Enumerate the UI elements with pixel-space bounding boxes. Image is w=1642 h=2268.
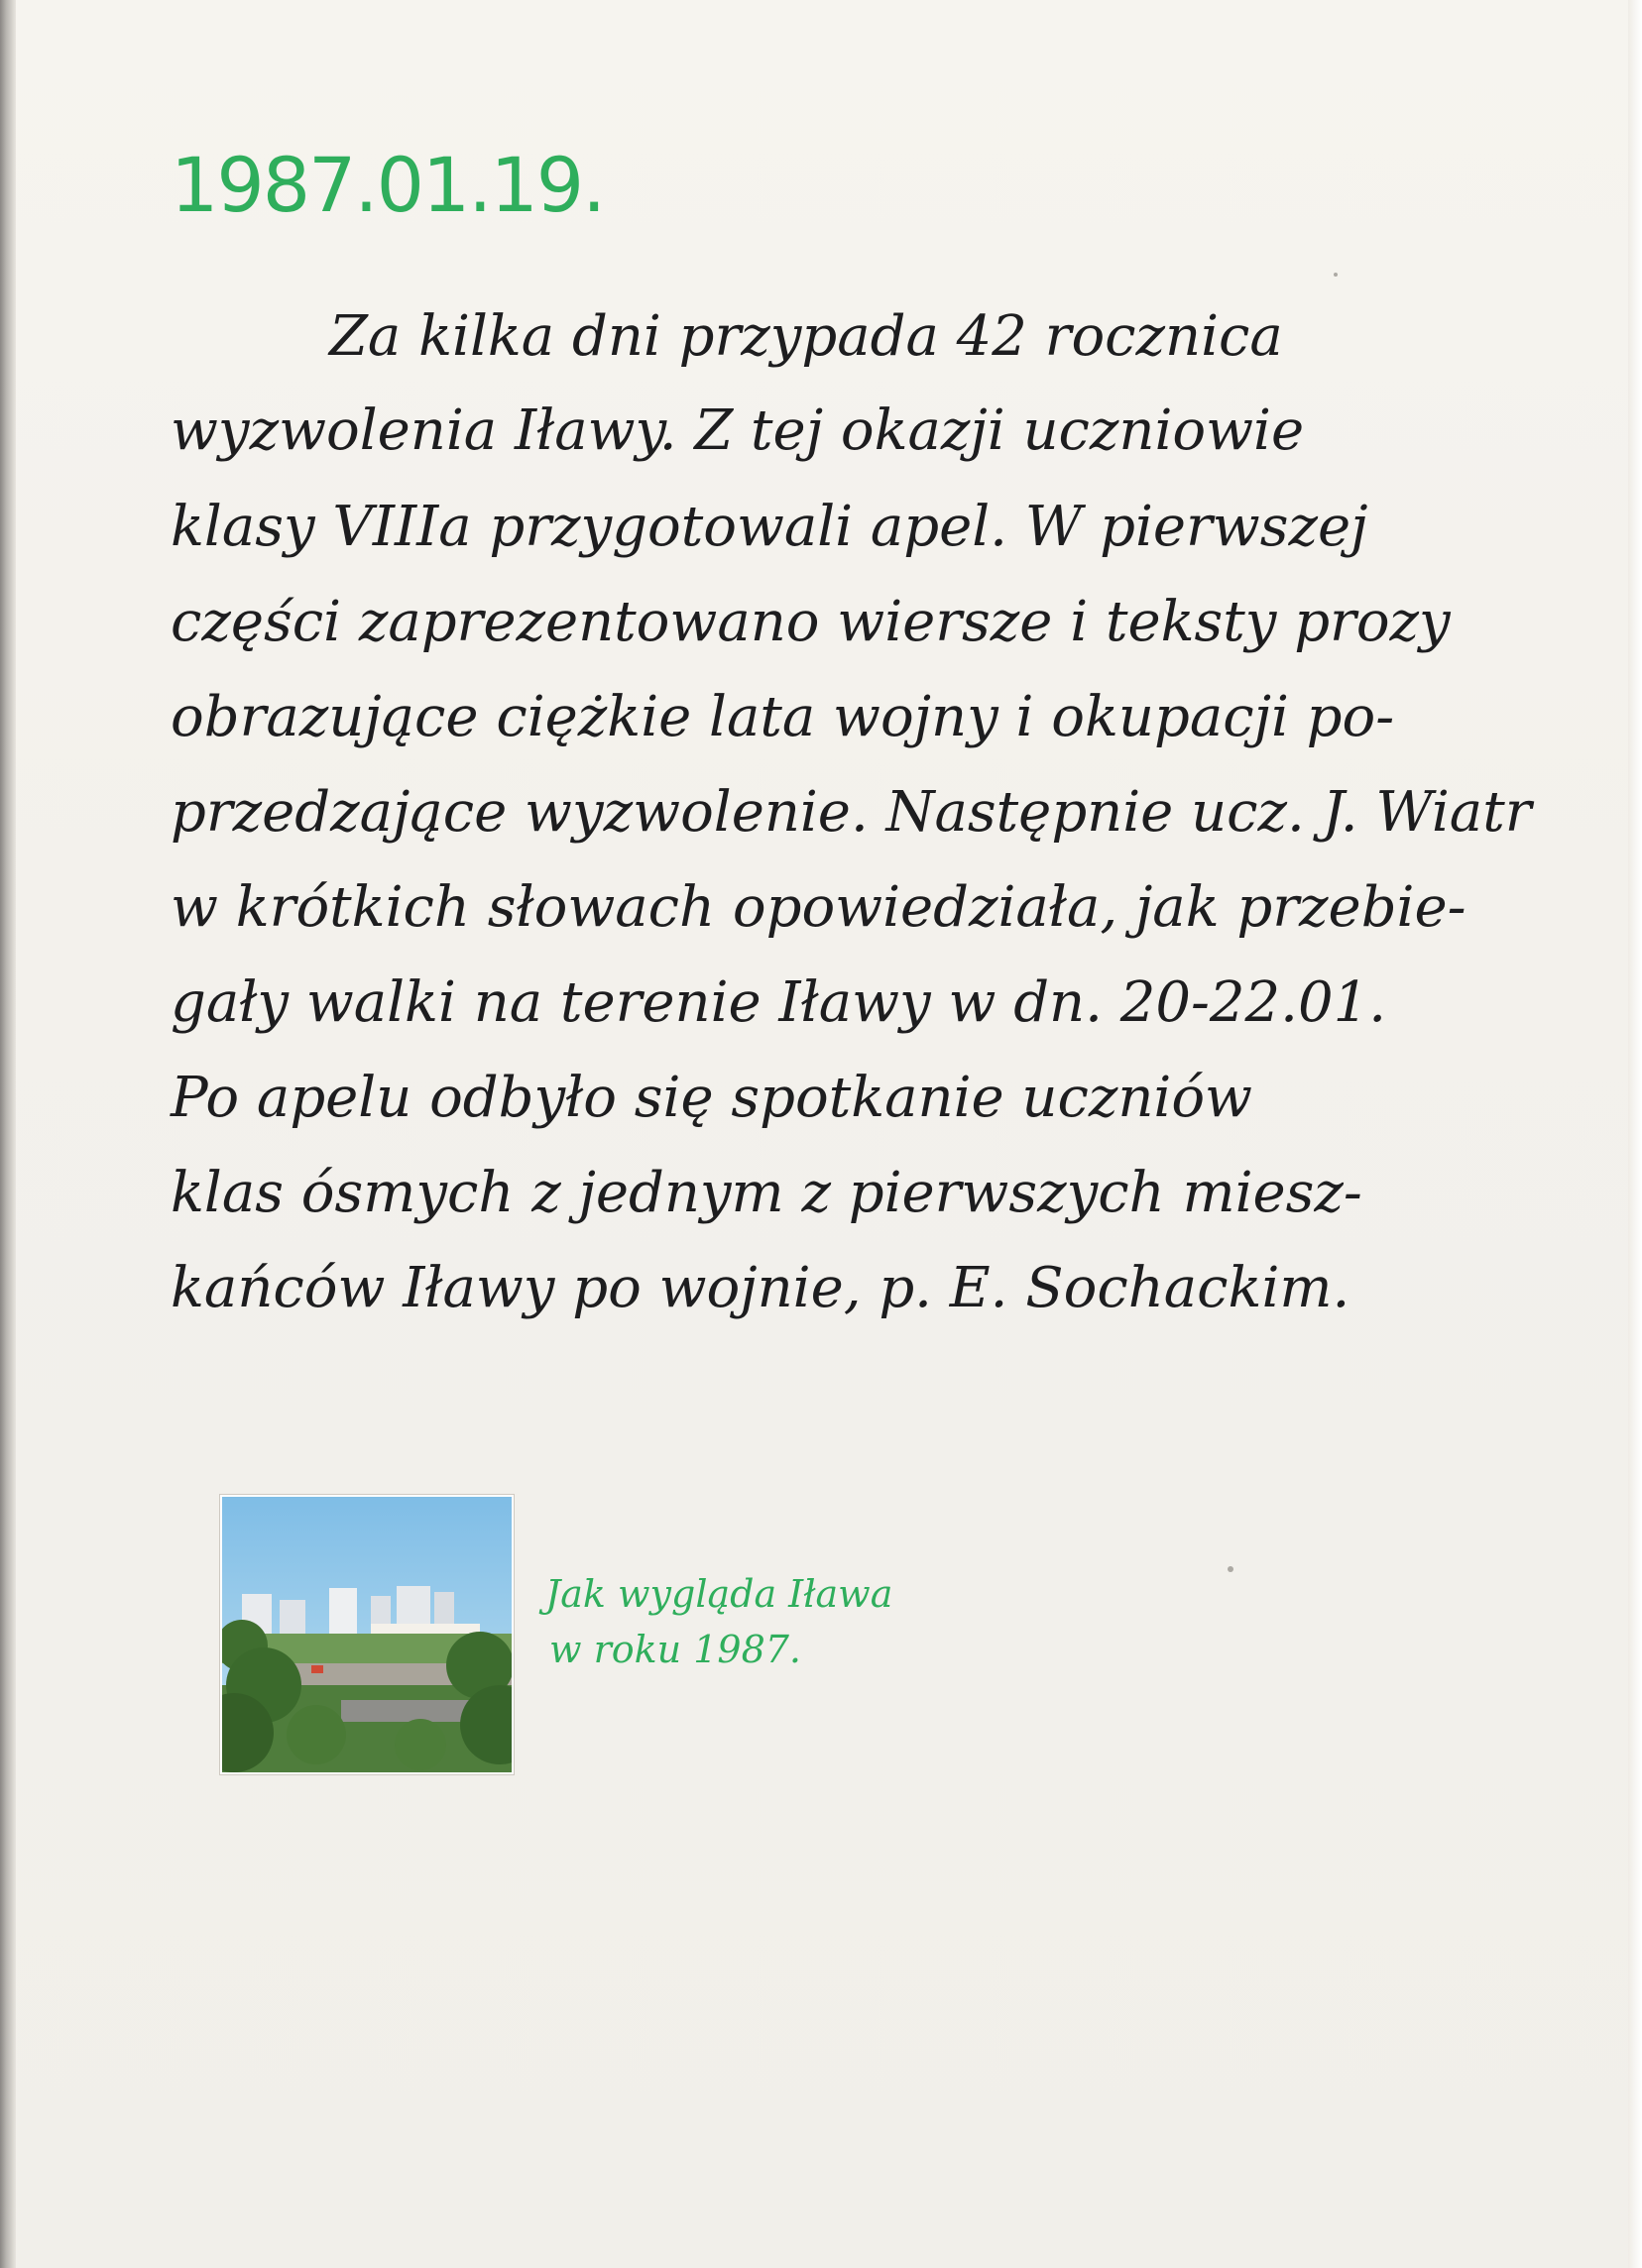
entry-line: klas ósmych z jednym z pierwszych miesz- <box>171 1161 1362 1225</box>
entry-line: Po apelu odbyło się spotkanie uczniów <box>171 1066 1252 1130</box>
entry-line: Za kilka dni przypada 42 rocznica <box>329 304 1283 369</box>
entry-line: obrazujące ciężkie lata wojny i okupacji po- <box>171 685 1395 749</box>
entry-line: przedzające wyzwolenie. Następnie ucz. J. Wiatr <box>171 780 1532 845</box>
binding-shadow <box>0 0 16 2268</box>
entry-line: w krótkich słowach opowiedziała, jak przebie- <box>171 875 1466 940</box>
entry-date: 1987.01.19. <box>171 141 605 229</box>
town-photograph <box>220 1495 514 1774</box>
entry-line: kańców Iławy po wojnie, p. E. Sochackim. <box>171 1256 1350 1320</box>
page-edge <box>1628 0 1642 2268</box>
paper-speck <box>1228 1566 1233 1572</box>
entry-line: części zaprezentowano wiersze i teksty prozy <box>171 590 1451 654</box>
entry-line: gały walki na terenie Iławy w dn. 20-22.01. <box>171 970 1387 1035</box>
caption-line: w roku 1987. <box>549 1628 802 1671</box>
caption-line: Jak wygląda Iława <box>545 1572 893 1616</box>
entry-line: klasy VIIIa przygotowali apel. W pierwszej <box>171 495 1368 559</box>
paper-speck <box>1334 273 1338 277</box>
town-photo-image <box>222 1497 512 1772</box>
photo-caption <box>545 1566 892 1677</box>
entry-line: wyzwolenia Iławy. Z tej okazji uczniowie <box>171 398 1305 463</box>
